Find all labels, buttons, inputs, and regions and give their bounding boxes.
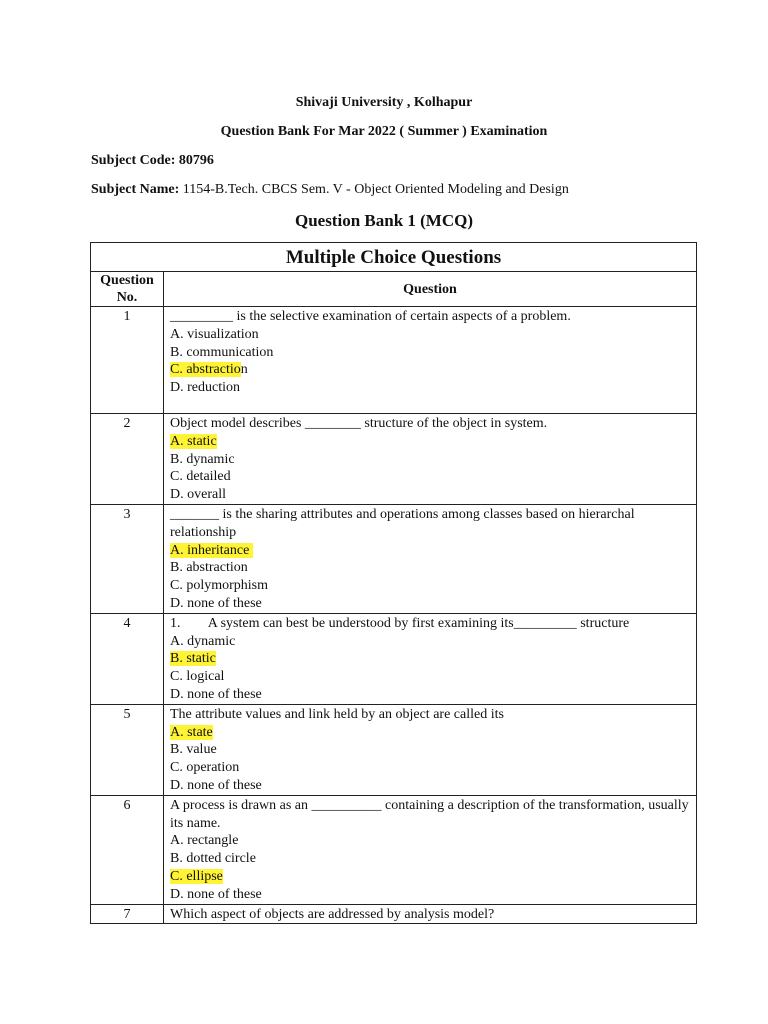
table-row [91, 795, 697, 904]
answer-option [170, 577, 690, 595]
line-text: D. none of these [170, 595, 262, 611]
table-caption: Multiple Choice Questions [91, 243, 697, 272]
answer-option [170, 686, 690, 704]
table-row [91, 307, 697, 414]
subject-code-label: Subject Code: [91, 153, 176, 168]
answer-option [170, 486, 690, 504]
highlighted-correct-answer: B. static [170, 651, 216, 667]
question-number: 4 [91, 613, 164, 704]
line-text: 1. A system can best be understood by first examining its_________ structure [170, 615, 630, 631]
exam-title: Question Bank For Mar 2022 ( Summer ) Examination [220, 124, 548, 139]
line-text: D. none of these [170, 777, 262, 793]
answer-option [170, 724, 690, 742]
question-text [170, 797, 693, 833]
subject-code-value: 80796 [178, 153, 214, 168]
line-text: Which aspect of objects are addressed by analysis model? [170, 906, 495, 922]
answer-option [170, 650, 690, 668]
line-text: A. dynamic [170, 633, 236, 649]
question-cell [164, 795, 697, 904]
line-text: B. value [170, 742, 217, 758]
answer-option [170, 326, 690, 344]
highlighted-correct-answer: A. state [170, 724, 213, 740]
highlighted-correct-answer: C. abstractio [170, 362, 241, 378]
line-text: A process is drawn as an __________ containing a description of the transformation, usually its name. [170, 797, 693, 831]
answer-option [170, 451, 690, 469]
answer-option [170, 832, 690, 850]
question-number: 6 [91, 795, 164, 904]
subject-name-label: Subject Name: [91, 182, 180, 197]
question-text [170, 906, 690, 924]
answer-option [170, 542, 690, 560]
line-text: A. visualization [170, 326, 259, 342]
question-cell [164, 613, 697, 704]
table-row [91, 504, 697, 613]
answer-option [170, 468, 690, 486]
answer-option [170, 344, 690, 362]
question-number: 3 [91, 504, 164, 613]
table-row [91, 613, 697, 704]
line-text: B. dotted circle [170, 851, 256, 867]
answer-option [170, 595, 690, 613]
question-number: 1 [91, 307, 164, 414]
line-text: D. none of these [170, 686, 262, 702]
answer-option [170, 759, 690, 777]
answer-option [170, 633, 690, 651]
question-bank-title: Question Bank 1 (MCQ) [294, 211, 474, 230]
line-text: B. abstraction [170, 560, 248, 576]
subject-name-line [91, 181, 569, 199]
table-row [91, 704, 697, 795]
line-text: A. rectangle [170, 833, 239, 849]
answer-option [170, 886, 690, 904]
question-number: 5 [91, 704, 164, 795]
line-text: Object model describes ________ structure of the object in system. [170, 416, 548, 431]
line-text: The attribute values and link held by an object are called its [170, 706, 504, 722]
question-text [170, 706, 690, 724]
answer-option [170, 741, 690, 759]
table-header-row [91, 272, 697, 307]
line-text: C. logical [170, 669, 225, 685]
answer-option [170, 559, 690, 577]
question-number: 2 [91, 414, 164, 505]
question-text [170, 506, 690, 542]
answer-option [170, 777, 690, 795]
mcq-table [90, 242, 697, 924]
answer-option [170, 868, 690, 886]
line-text: B. dynamic [170, 451, 235, 467]
answer-option [170, 361, 690, 379]
answer-option [170, 433, 690, 451]
question-number: 7 [91, 904, 164, 924]
column-header-question-no: Question No. [91, 272, 164, 307]
highlighted-correct-answer: C. ellipse [170, 868, 223, 884]
question-cell [164, 704, 697, 795]
line-text: _________ is the selective examination of certain aspects of a problem. [170, 309, 571, 324]
answer-option [170, 379, 690, 397]
question-cell [164, 414, 697, 505]
line-text: D. none of these [170, 886, 262, 902]
line-text: C. detailed [170, 469, 231, 485]
line-text: _______ is the sharing attributes and operations among classes based on hierarchal relationship [170, 506, 639, 540]
line-text: C. operation [170, 760, 240, 776]
subject-code-line [91, 152, 214, 170]
question-text [170, 308, 690, 326]
line-text: D. reduction [170, 380, 240, 396]
question-cell [164, 307, 697, 414]
highlighted-correct-answer: A. static [170, 433, 217, 449]
line-text: C. polymorphism [170, 578, 269, 594]
line-text: B. communication [170, 344, 274, 360]
question-cell [164, 904, 697, 924]
answer-option [170, 850, 690, 868]
answer-option [170, 668, 690, 686]
table-row [91, 904, 697, 924]
highlighted-correct-answer: A. inheritance [170, 542, 253, 558]
question-text [170, 415, 690, 433]
question-cell [164, 504, 697, 613]
line-text: n [240, 362, 248, 378]
question-text [170, 615, 690, 633]
line-text: D. overall [170, 487, 226, 503]
subject-name-value: 1154-B.Tech. CBCS Sem. V - Object Oriented Modeling and Design [182, 182, 569, 197]
column-header-question: Question [164, 272, 697, 307]
table-row [91, 414, 697, 505]
university-title: Shivaji University , Kolhapur [295, 95, 473, 110]
table-caption-row [91, 243, 697, 272]
